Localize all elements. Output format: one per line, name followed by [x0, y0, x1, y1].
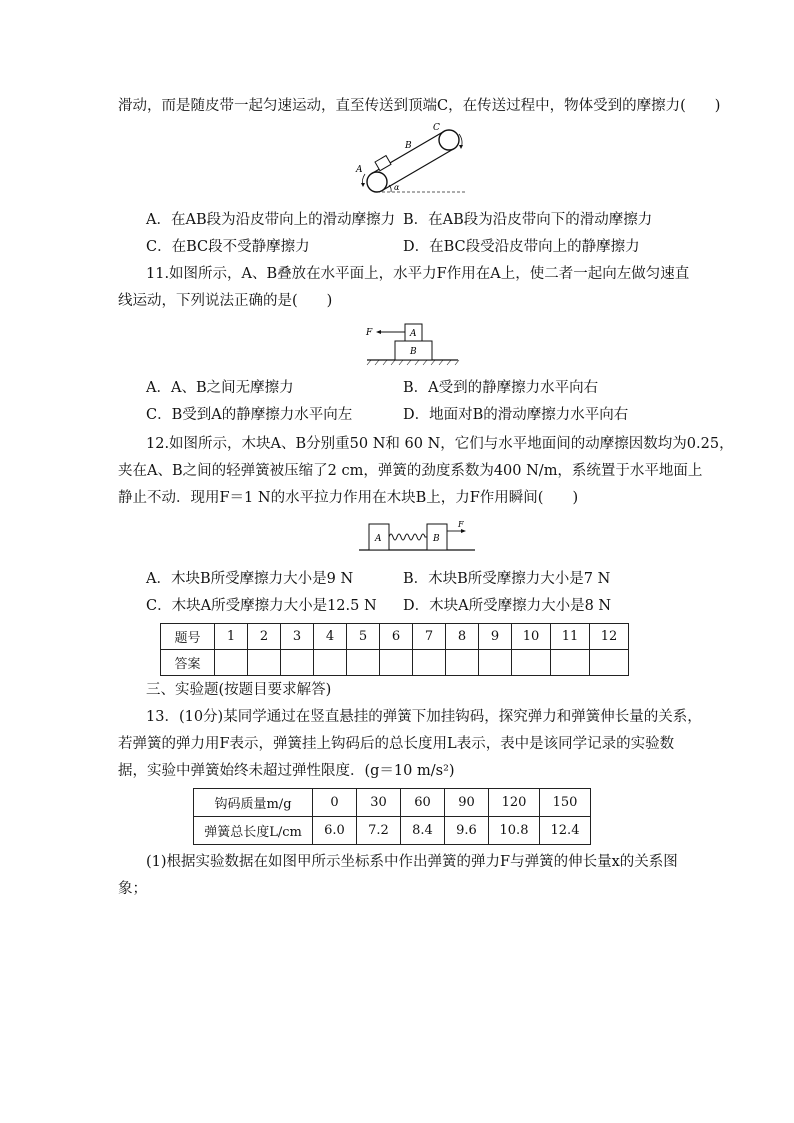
- mass-value: 150: [540, 789, 591, 817]
- conveyor-belt-figure: [355, 122, 470, 200]
- blocks-label-b: B: [410, 347, 417, 357]
- answer-number: 2: [248, 624, 281, 650]
- belt-label-b: B: [405, 141, 412, 151]
- q13-part1-line2: 象；: [118, 881, 147, 897]
- answer-table-row-label: 答案: [161, 650, 215, 676]
- answer-cell[interactable]: [380, 650, 413, 676]
- answer-cell[interactable]: [413, 650, 446, 676]
- q10-option-c: C．在BC段不受静摩擦力: [146, 239, 310, 255]
- length-value: 6.0: [313, 817, 357, 845]
- answer-number: 1: [215, 624, 248, 650]
- answer-cell[interactable]: [551, 650, 590, 676]
- answer-table-header: 题号: [161, 624, 215, 650]
- q12-option-a: A．木块B所受摩擦力大小是9 N: [146, 571, 354, 587]
- stacked-blocks-figure: [365, 320, 460, 368]
- q11-option-c: C．B受到A的静摩擦力水平向左: [146, 407, 353, 423]
- answer-table-answer-row: [161, 650, 629, 676]
- answer-cell[interactable]: [590, 650, 629, 676]
- answer-number: 12: [590, 624, 629, 650]
- q11-stem-line2: 线运动，下列说法正确的是( ): [118, 293, 333, 309]
- q12-stem-line1: 12.如图所示，木块A、B分别重50 N和 60 N，它们与水平地面间的动摩擦因数均为0.25，: [146, 436, 734, 452]
- length-row: [194, 817, 591, 845]
- q13-stem-line2: 若弹簧的弹力用F表示，弹簧挂上钩码后的总长度用L表示，表中是该同学记录的实验数: [118, 736, 675, 752]
- q10-stem: 滑动，而是随皮带一起匀速运动，直至传送到顶端C，在传送过程中，物体受到的摩擦力( ): [118, 98, 721, 114]
- answer-cell[interactable]: [314, 650, 347, 676]
- q12-option-c: C．木块A所受摩擦力大小是12.5 N: [146, 598, 377, 614]
- length-value: 7.2: [357, 817, 401, 845]
- q11-option-b: B．A受到的静摩擦力水平向右: [403, 380, 599, 396]
- mass-value: 90: [445, 789, 489, 817]
- answer-cell[interactable]: [281, 650, 314, 676]
- spring-label-a: A: [375, 534, 382, 544]
- answer-number: 6: [380, 624, 413, 650]
- mass-value: 60: [401, 789, 445, 817]
- answer-cell[interactable]: [215, 650, 248, 676]
- belt-label-alpha: α: [394, 183, 400, 192]
- answer-number: 9: [479, 624, 512, 650]
- mass-value: 120: [489, 789, 540, 817]
- mass-row-label: 钩码质量m/g: [194, 789, 313, 817]
- belt-label-a: A: [356, 165, 363, 175]
- answer-cell[interactable]: [479, 650, 512, 676]
- answer-table: [160, 623, 629, 676]
- q12-option-b: B．木块B所受摩擦力大小是7 N: [403, 571, 611, 587]
- length-value: 10.8: [489, 817, 540, 845]
- q12-stem-line3: 静止不动．现用F＝1 N的水平拉力作用在木块B上，力F作用瞬间( ): [118, 490, 579, 506]
- answer-number: 4: [314, 624, 347, 650]
- length-value: 8.4: [401, 817, 445, 845]
- blocks-label-f: F: [366, 328, 373, 338]
- answer-number: 5: [347, 624, 380, 650]
- answer-number: 7: [413, 624, 446, 650]
- answer-cell[interactable]: [512, 650, 551, 676]
- q12-stem-line2: 夹在A、B之间的轻弹簧被压缩了2 cm，弹簧的劲度系数为400 N/m，系统置于水平地面上: [118, 463, 703, 479]
- q11-option-d: D．地面对B的滑动摩擦力水平向右: [403, 407, 629, 423]
- q13-stem-line3: 据，实验中弹簧始终未超过弹性限度．(g＝10 m/s²): [118, 763, 455, 779]
- spring-blocks-figure: [357, 518, 477, 556]
- answer-table-number-row: [161, 624, 629, 650]
- answer-cell[interactable]: [347, 650, 380, 676]
- answer-number: 11: [551, 624, 590, 650]
- q10-option-a: A．在AB段为沿皮带向上的滑动摩擦力: [146, 212, 396, 228]
- q13-part1-line1: (1)根据实验数据在如图甲所示坐标系中作出弹簧的弹力F与弹簧的伸长量x的关系图: [146, 854, 678, 870]
- answer-number: 8: [446, 624, 479, 650]
- q11-stem-line1: 11.如图所示，A、B叠放在水平面上，水平力F作用在A上，使二者一起向左做匀速直: [146, 266, 690, 282]
- q10-option-d: D．在BC段受沿皮带向上的静摩擦力: [403, 239, 640, 255]
- q13-stem-line1: 13．(10分)某同学通过在竖直悬挂的弹簧下加挂钩码，探究弹力和弹簧伸长量的关系，: [146, 709, 702, 725]
- q11-option-a: A．A、B之间无摩擦力: [146, 380, 294, 396]
- length-value: 9.6: [445, 817, 489, 845]
- spring-label-b: B: [433, 534, 440, 544]
- answer-number: 10: [512, 624, 551, 650]
- blocks-label-a: A: [410, 329, 417, 339]
- length-row-label: 弹簧总长度L/cm: [194, 817, 313, 845]
- spring-label-f: F: [458, 520, 464, 529]
- length-value: 12.4: [540, 817, 591, 845]
- answer-cell[interactable]: [446, 650, 479, 676]
- spring-data-table: [193, 788, 591, 845]
- section3-title: 三、实验题(按题目要求解答): [146, 682, 332, 698]
- answer-cell[interactable]: [248, 650, 281, 676]
- answer-number: 3: [281, 624, 314, 650]
- mass-value: 0: [313, 789, 357, 817]
- mass-value: 30: [357, 789, 401, 817]
- mass-row: [194, 789, 591, 817]
- q10-option-b: B．在AB段为沿皮带向下的滑动摩擦力: [403, 212, 653, 228]
- q12-option-d: D．木块A所受摩擦力大小是8 N: [403, 598, 612, 614]
- belt-label-c: C: [433, 123, 440, 133]
